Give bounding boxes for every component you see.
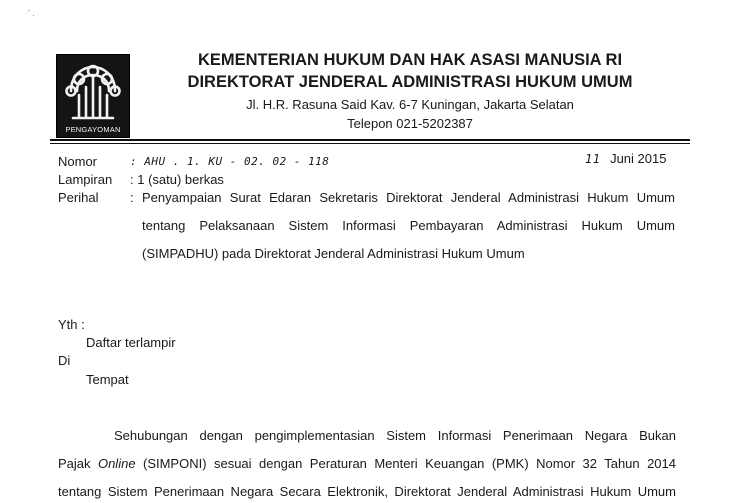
perihal-colon: : bbox=[130, 190, 134, 205]
ministry-name: KEMENTERIAN HUKUM DAN HAK ASASI MANUSIA RI bbox=[197, 51, 623, 69]
office-phone: Telepon 021-5202387 bbox=[347, 116, 473, 131]
letterhead-rule-thin bbox=[50, 143, 690, 144]
recipient: Daftar terlampir bbox=[86, 335, 176, 350]
date-day: 11 bbox=[585, 152, 601, 166]
body-line-2-post: (SIMPONI) sesuai dengan Peraturan Menteri Keuangan (PMK) Nomor 32 Tahun 2014 bbox=[135, 456, 676, 471]
lampiran-value: : 1 (satu) berkas bbox=[130, 172, 224, 187]
body-line-2 bbox=[58, 456, 676, 471]
logo-caption: PENGAYOMAN bbox=[65, 125, 121, 134]
body-line-3: tentang Sistem Penerimaan Negara Secara Elektronik, Direktorat Jenderal Administrasi Hukum Umum bbox=[58, 484, 676, 499]
perihal-line-1: Penyampaian Surat Edaran Sekretaris Direktorat Jenderal Administrasi Hukum Umum bbox=[142, 190, 675, 205]
scan-artifact: ' . bbox=[28, 8, 35, 18]
yth-label: Yth : bbox=[58, 317, 85, 332]
nomor-value: : AHU . 1. KU - 02. 02 - 118 bbox=[130, 155, 330, 168]
lampiran-label: Lampiran bbox=[58, 172, 113, 187]
body-line-2-online: Online bbox=[97, 456, 136, 471]
perihal-line-3: (SIMPADHU) pada Direktorat Jenderal Administrasi Hukum Umum bbox=[142, 246, 525, 261]
place: Tempat bbox=[86, 372, 129, 387]
perihal-label: Perihal bbox=[58, 190, 99, 205]
pengayoman-logo bbox=[56, 54, 130, 138]
directorate-name: DIREKTORAT JENDERAL ADMINISTRASI HUKUM UMUM bbox=[187, 73, 633, 91]
body-line-2-pre: Pajak bbox=[58, 456, 98, 471]
body-line-1: Sehubungan dengan pengimplementasian Sistem Informasi Penerimaan Negara Bukan bbox=[114, 428, 676, 443]
nomor-label: Nomor bbox=[58, 154, 98, 169]
letterhead-rule-thick bbox=[50, 139, 690, 141]
date-month-year: Juni 2015 bbox=[610, 151, 667, 166]
banyan-tree-icon bbox=[57, 55, 129, 125]
perihal-line-2: tentang Pelaksanaan Sistem Informasi Pembayaran Administrasi Hukum Umum bbox=[142, 218, 675, 233]
di-label: Di bbox=[58, 353, 71, 368]
office-address: Jl. H.R. Rasuna Said Kav. 6-7 Kuningan, Jakarta Selatan bbox=[246, 97, 574, 112]
letter-date bbox=[585, 151, 666, 166]
